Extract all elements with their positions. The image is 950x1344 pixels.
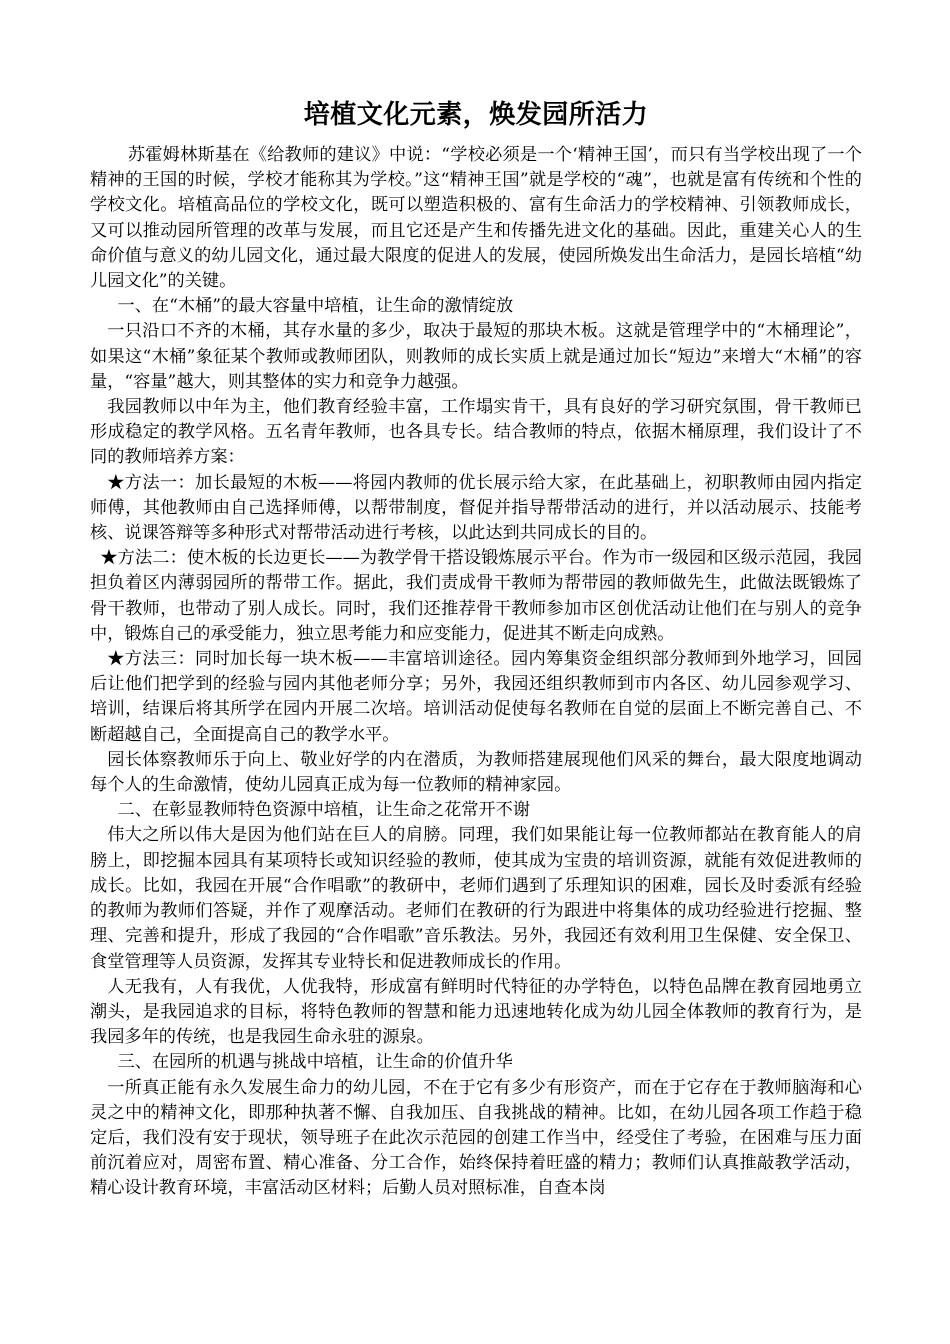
body-paragraph: 一只沿口不齐的木桶，其存水量的多少，取决于最短的那块木板。这就是管理学中的“木桶理论”，如果这“木桶”象征某个教师或教师团队，则教师的成长实质上就是通过加长“短边”来增大“木桶”的容量，“容量”越大，则其整体的实力和竞争力越强。 xyxy=(90,321,862,392)
section-heading-1: 一、在“木桶”的最大容量中培植，让生命的激情绽放 xyxy=(117,296,514,317)
body-paragraph: 人无我有，人有我优，人优我特，形成富有鲜明时代特征的办学特色，以特色品牌在教育园地勇立潮头，是我园追求的目标，将特色教师的智慧和能力迅速地转化成为幼儿园全体教师的教育行为，是我园多年的传统，也是我园生命永驻的源泉。 xyxy=(90,976,862,1048)
method-paragraph-1: ★方法一：加长最短的木板——将园内教师的优长展示给大家，在此基础上，初职教师由园内指定师傅，其他教师由自己选择师傅，以帮带制度，督促并指导帮带活动的进行，并以活动展示、技能考核、说课答辩等多种形式对帮带活动进行考核，以此达到共同成长的目的。 xyxy=(90,472,862,544)
method-paragraph-3: ★方法三：同时加长每一块木板——丰富培训途径。园内筹集资金组织部分教师到外地学习，回园后让他们把学到的经验与园内其他老师分享；另外，我园还组织教师到市内各区、幼儿园参观学习、培训，结课后将其所学在园内开展二次培。培训活动促使每名教师在自觉的层面上不断完善自己、不断超越自己，全面提高自己的教学水平。 xyxy=(90,649,862,745)
body-paragraph: 我园教师以中年为主，他们教育经验丰富，工作塌实肯干，具有良好的学习研究氛围，骨干教师已形成稳定的教学风格。五名青年教师，也各具专长。结合教师的特点，依据木桶原理，我们设计了不同的教师培养方案： xyxy=(90,397,862,468)
method-paragraph-2: ★方法二：使木板的长边更长——为教学骨干搭设锻炼展示平台。作为市一级园和区级示范园，我园担负着区内薄弱园所的帮带工作。据此，我们责成骨干教师为帮带园的教师做先生，此做法既锻炼了骨干教师，也带动了别人成长。同时，我们还推荐骨干教师参加市区创优活动让他们在与别人的竞争中，锻炼自己的承受能力，独立思考能力和应变能力，促进其不断走向成熟。 xyxy=(90,548,862,644)
section-heading-2: 二、在彰显教师特色资源中培植，让生命之花常开不谢 xyxy=(117,800,531,821)
intro-paragraph: 苏霍姆林斯基在《给教师的建议》中说：“学校必须是一个‘精神王国’，而只有当学校出现了一个精神的王国的时候，学校才能称其为学校。”这“精神王国”就是学校的“魂”，也就是富有传统和个性的学校文化。培植高品位的学校文化，既可以塑造积极的、富有生命活力的学校精神、引领教师成长，又可以推动园所管理的改革与发展，而且它还是产生和传播先进文化的基础。因此，重建关心人的生命价值与意义的幼儿园文化，通过最大限度的促进人的发展，使园所焕发出生命活力，是园长培植“幼儿园文化”的关键。 xyxy=(90,145,862,292)
body-paragraph: 伟大之所以伟大是因为他们站在巨人的肩膀。同理，我们如果能让每一位教师都站在教育能人的肩膀上，即挖掘本园具有某项特长或知识经验的教师，使其成为宝贵的培训资源，就能有效促进教师的成长。比如，我园在开展“合作唱歌”的教研中，老师们遇到了乐理知识的困难，园长及时委派有经验的教师为教师们答疑，并作了观摩活动。老师们在教研的行为跟进中将集体的成功经验进行挖掘、整理、完善和提升，形成了我园的“合作唱歌”音乐教法。另外，我园还有效利用卫生保健、安全保卫、食堂管理等人员资源，发挥其专业特长和促进教师成长的作用。 xyxy=(90,825,862,972)
document-title: 培植文化元素，焕发园所活力 xyxy=(303,100,649,130)
body-paragraph: 园长体察教师乐于向上、敬业好学的内在潜质，为教师搭建展现他们风采的舞台，最大限度地调动每个人的生命激情，使幼儿园真正成为每一位教师的精神家园。 xyxy=(90,749,862,796)
section-heading-3: 三、在园所的机遇与挑战中培植，让生命的价值升华 xyxy=(117,1052,513,1073)
body-paragraph: 一所真正能有永久发展生命力的幼儿园，不在于它有多少有形资产，而在于它存在于教师脑海和心灵之中的精神文化，即那种执著不懈、自我加压、自我挑战的精神。比如，在幼儿园各项工作趋于稳定后，我们没有安于现状，领导班子在此次示范园的创建工作当中，经受住了考验，在困难与压力面前沉着应对，周密布置、精心准备、分工合作，始终保持着旺盛的精力；教师们认真推敲教学活动，精心设计教育环境，丰富活动区材料；后勤人员对照标准，自查本岗 xyxy=(90,1077,862,1199)
document-page xyxy=(90,98,862,1202)
